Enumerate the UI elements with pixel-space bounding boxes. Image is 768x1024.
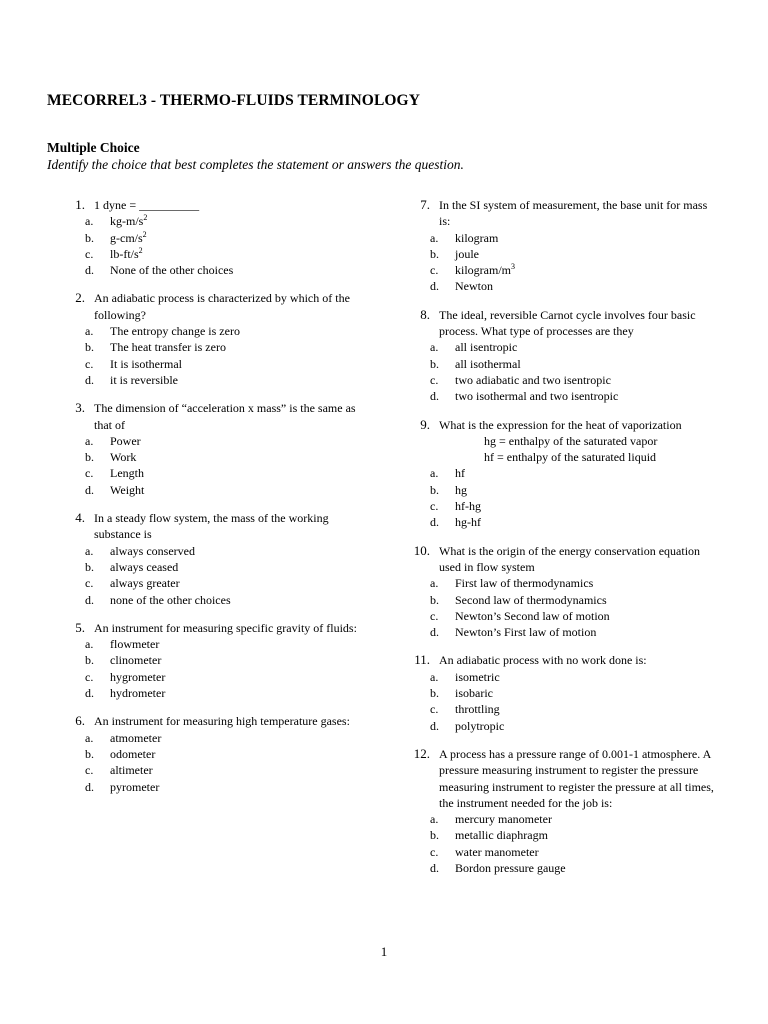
option-text: water manometer [455,844,539,859]
option-letter: c. [85,763,94,778]
left-column [60,197,370,807]
answer-option [85,669,370,685]
option-letter: b. [85,653,94,668]
superscript: 2 [143,213,148,223]
question-number: 3. [75,400,85,416]
option-text: clinometer [110,653,162,668]
question-text: An adiabatic process is characterized by which of the [94,291,350,306]
option-text: joule [455,246,479,261]
answer-option [85,356,370,372]
option-letter: a. [85,637,94,652]
option-letter: c. [85,246,94,261]
option-text: kilogram [455,230,499,245]
option-letter: d. [85,263,94,278]
answer-option [430,498,735,514]
answer-option [430,718,735,734]
question-text-line: pressure measuring instrument to register the pressure [439,763,699,778]
option-letter: c. [85,669,94,684]
option-text: hydrometer [110,686,166,701]
option-letter: a. [85,433,94,448]
answer-option [430,246,735,262]
option-text: hygrometer [110,669,166,684]
question-item [60,290,370,388]
question-text: An adiabatic process with no work done is: [439,653,647,668]
option-letter: d. [85,686,94,701]
superscript: 2 [138,245,143,255]
question-number: 8. [420,306,430,322]
answer-option [430,844,735,860]
option-text: Newton’s First law of motion [455,625,597,640]
question-item [405,652,735,733]
answer-option [85,262,370,278]
question-item [60,620,370,701]
question-number: 11. [414,652,430,668]
option-letter: a. [85,324,94,339]
option-letter: d. [85,779,94,794]
option-text: it is reversible [110,372,178,387]
question-stem [60,620,370,636]
option-text: None of the other choices [110,263,234,278]
question-stem [60,290,370,306]
question-item [405,543,735,641]
answer-option [85,592,370,608]
answer-option [85,323,370,339]
option-text: hf [455,466,465,481]
question-item [60,197,370,278]
question-text: In a steady flow system, the mass of the working [94,511,329,526]
question-stem [405,307,735,323]
option-letter: d. [85,372,94,387]
option-letter: d. [430,860,439,875]
option-text: two adiabatic and two isentropic [455,372,611,387]
question-number: 1. [75,197,85,212]
answer-option [430,592,735,608]
option-letter: b. [85,450,94,465]
question-text: What is the expression for the heat of vaporization [439,417,682,432]
answer-option [85,575,370,591]
question-number: 2. [75,290,85,306]
question-text-line: used in flow system [439,559,535,574]
option-letter: c. [85,356,94,371]
answer-option [430,278,735,294]
option-text: pyrometer [110,779,160,794]
answer-option [430,827,735,843]
option-text: $lb-ft/s^2$ [110,245,143,261]
answer-option [85,543,370,559]
answer-option [430,388,735,404]
option-letter: b. [430,356,439,371]
question-text: An instrument for measuring specific gravity of fluids: [94,620,357,635]
option-letter: b. [85,746,94,761]
answer-option [85,372,370,388]
answer-option [430,356,735,372]
option-text: Newton’s Second law of motion [455,608,610,623]
option-text: all isentropic [455,340,518,355]
answer-option [430,372,735,388]
answer-option [85,762,370,778]
question-stem [405,746,735,762]
answer-option [430,860,735,876]
question-item [405,307,735,405]
question-number: 5. [75,619,85,635]
answer-option [430,339,735,355]
option-letter: b. [430,592,439,607]
question-text: In the SI system of measurement, the base unit for mass [439,198,708,212]
answer-option [430,624,735,640]
question-number: 6. [75,713,85,729]
question-text: The dimension of “acceleration x mass” is the same as [94,401,356,416]
answer-option [430,685,735,701]
option-letter: d. [430,389,439,404]
answer-option [85,730,370,746]
question-stem [405,417,735,433]
option-letter: d. [430,718,439,733]
answer-option [85,213,370,229]
option-letter: d. [430,515,439,530]
answer-option [85,465,370,481]
option-text: odometer [110,746,156,761]
option-letter: b. [430,828,439,843]
option-letter: c. [85,466,94,481]
option-letter: c. [430,372,439,387]
option-letter: b. [85,340,94,355]
option-text: Second law of thermodynamics [455,592,607,607]
question-text-line: process. What type of processes are they [439,324,634,339]
option-letter: a. [430,466,439,481]
section-heading: Multiple Choice [47,140,140,155]
answer-option [85,559,370,575]
answer-option [85,433,370,449]
question-number: 9. [420,416,430,432]
option-text: throttling [455,702,500,717]
answer-option [85,652,370,668]
answer-option [85,779,370,795]
option-letter: c. [85,576,94,591]
option-text: Weight [110,482,145,497]
option-text: isometric [455,669,500,684]
question-text-line: measuring instrument to register the pressure at all times, [439,779,714,794]
option-text: two isothermal and two isentropic [455,389,619,404]
option-text: First law of thermodynamics [455,576,594,591]
superscript: 2 [142,229,147,239]
answer-option [430,701,735,717]
option-letter: a. [430,230,439,245]
question-stem [405,197,735,213]
question-number: 4. [75,510,85,526]
question-text-line: following? [94,307,146,322]
option-letter: c. [430,608,439,623]
option-text: Length [110,466,144,481]
question-text: The ideal, reversible Carnot cycle involves four basic [439,307,696,322]
option-letter: a. [430,812,439,827]
answer-option [430,262,735,278]
option-text: Power [110,433,141,448]
option-letter: d. [430,625,439,640]
option-letter: b. [85,559,94,574]
option-text: Work [110,450,137,465]
question-definition-line: hg = enthalpy of the saturated vapor [484,433,658,448]
answer-option [430,811,735,827]
option-letter: c. [430,702,439,717]
option-letter: c. [430,263,439,278]
option-text: always ceased [110,559,179,574]
answer-option [430,514,735,530]
option-letter: a. [85,730,94,745]
option-text: hg-hf [455,515,481,530]
question-stem [60,510,370,526]
option-text: none of the other choices [110,592,231,607]
superscript: 3 [511,262,515,272]
answer-option [85,746,370,762]
answer-option [85,685,370,701]
question-text-line: substance is [94,527,152,542]
answer-option [430,230,735,246]
option-text: polytropic [455,718,505,733]
option-letter: c. [430,499,439,514]
answer-option [430,575,735,591]
option-letter: b. [85,230,94,245]
option-text: metallic diaphragm [455,828,548,843]
option-text: always greater [110,576,180,591]
option-text: atmometer [110,730,162,745]
answer-option [430,669,735,685]
option-text: flowmeter [110,637,160,652]
option-letter: b. [430,686,439,701]
option-letter: a. [85,214,94,229]
answer-option [85,246,370,262]
answer-option [85,636,370,652]
answer-option [85,230,370,246]
question-text: An instrument for measuring high temperature gases: [94,714,350,729]
option-text: Newton [455,279,493,294]
answer-option [85,339,370,355]
option-text: It is isothermal [110,356,182,371]
option-letter: a. [85,543,94,558]
option-letter: b. [430,482,439,497]
question-definition-line: hf = enthalpy of the saturated liquid [484,450,657,465]
question-item [60,400,370,498]
question-text: A process has a pressure range of 0.001-1 atmosphere. A [439,746,712,761]
question-item [60,510,370,608]
answer-option [85,449,370,465]
option-letter: d. [85,592,94,607]
option-text: mercury manometer [455,812,552,827]
option-letter: a. [430,576,439,591]
answer-option [85,482,370,498]
option-text: kilogram/$m^3$ [455,262,515,278]
instructions: Identify the choice that best completes the statement or answers the question. [47,157,464,172]
question-text: 1 dyne = __________ [94,198,200,212]
option-text: hg [455,482,467,497]
question-stem [405,543,735,559]
question-text: What is the origin of the energy conservation equation [439,543,701,558]
option-text: The entropy change is zero [110,324,240,339]
option-letter: b. [430,246,439,261]
question-text-line: the instrument needed for the job is: [439,795,613,810]
option-letter: d. [430,279,439,294]
question-stem [60,197,370,213]
option-text: hf-hg [455,499,481,514]
right-column [405,197,735,888]
option-letter: a. [430,669,439,684]
question-item [405,746,735,876]
answer-option [430,482,735,498]
question-text-line: that of [94,417,125,432]
option-text: $kg-m/s^2$ [110,213,148,229]
question-stem [60,400,370,416]
question-item [60,713,370,794]
option-text: $g-cm/s^2$ [110,229,147,245]
option-text: all isothermal [455,356,521,371]
question-text-line: is: [439,214,451,229]
page-title: MECORREL3 - THERMO-FLUIDS TERMINOLOGY [47,92,421,109]
answer-option [430,465,735,481]
question-item [405,417,735,531]
question-number: 10. [413,542,430,558]
option-text: The heat transfer is zero [110,340,226,355]
page-number: 1 [380,944,388,959]
option-text: isobaric [455,686,493,701]
question-item [405,197,735,295]
option-letter: d. [85,482,94,497]
option-text: altimeter [110,763,153,778]
option-letter: c. [430,844,439,859]
option-letter: a. [430,340,439,355]
question-stem [405,652,735,668]
question-stem [60,713,370,729]
question-number: 12. [413,745,430,761]
question-number: 7. [420,197,430,212]
answer-option [430,608,735,624]
option-text: Bordon pressure gauge [455,860,566,875]
option-text: always conserved [110,543,195,558]
